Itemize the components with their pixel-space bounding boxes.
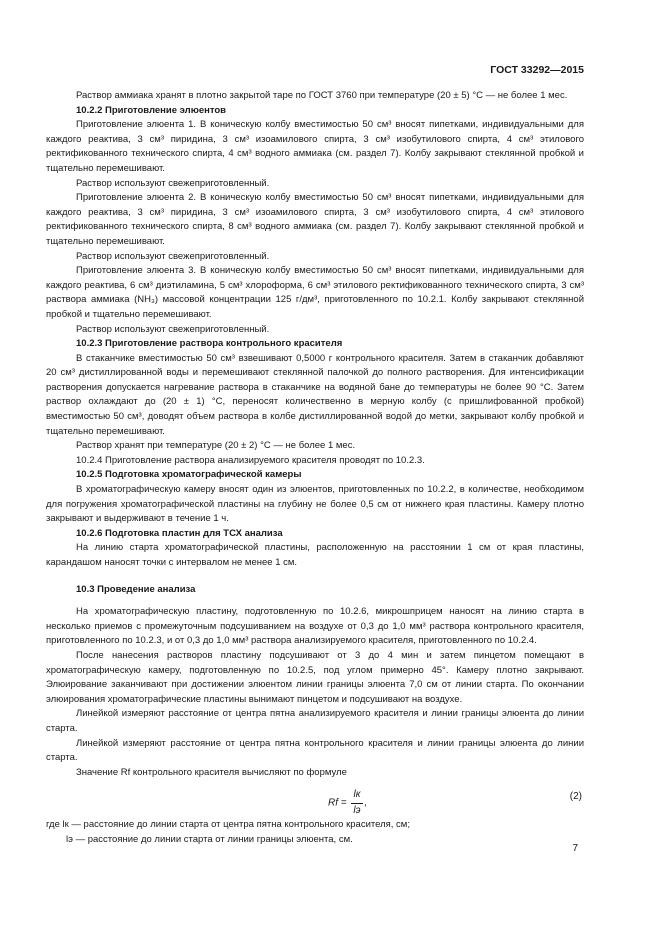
page-number: 7: [572, 843, 578, 854]
paragraph: Раствор аммиака хранят в плотно закрытой таре по ГОСТ 3760 при температуре (20 ± 5) °С — не более 1 мес.: [76, 90, 568, 101]
paragraph: Приготовление элюента 1. В коническую колбу вместимостью 50 см³ вносят пипетками, индивидуальными для каждого реактива, 3 см³ пиридина, 3 см³ изоамилового спирта, 3 см³ изобутилового спирта, 4 см³ этилового ректификованного технического спирта, 4 см³ водного аммиака (см. раздел 7). Колбу закрывают стеклянной пробкой и тщательно перемешивают.: [46, 119, 584, 174]
formula-denominator: lэ: [353, 804, 361, 816]
formula-numerator: lк: [351, 788, 362, 804]
paragraph: Линейкой измеряют расстояние от центра пятна контрольного красителя и линии границы элюента до линии старта.: [46, 737, 584, 764]
formula-fraction: [351, 788, 362, 818]
paragraph: В хроматографическую камеру вносят один из элюентов, приготовленных по 10.2.2, в количестве, необходимом для погружения хроматографической пластины на глубину не более 0,5 см от нижнего края пластины. Камеру плотно закрывают и выдерживают в течение 1 ч.: [46, 484, 584, 525]
section-heading: 10.2.5 Подготовка хроматографической камеры: [76, 469, 302, 481]
paragraph: В стаканчике вместимостью 50 см³ взвешивают 0,5000 г контрольного красителя. Затем в стаканчик добавляют 20 см³ дистиллированной воды и перемешивают стеклянной палочкой до полного растворения. Для интенсификации растворения допускается нагревание раствора в стаканчике на водяной бане до температуры не более 90 °С. Затем раствор охлаждают до (20 ± 1) °С, переносят количественно в мерную колбу (с пришлифованной пробкой) вместимостью 50 см³, доводят объем раствора в колбе дистиллированной водой до метки, закрывают колбу пробкой и тщательно перемешивают.: [46, 352, 584, 437]
paragraph: Раствор используют свежеприготовленный.: [76, 177, 270, 189]
formula-rf: [46, 782, 584, 818]
paragraph: 10.2.4 Приготовление раствора анализируемого красителя проводят по 10.2.3.: [76, 454, 425, 466]
paragraph: На хроматографическую пластину, подготовленную по 10.2.6, микрошприцем наносят на линию старта в несколько приемов с промежуточным подсушиванием на воздухе от 0,3 до 1,0 мм³ раствора контрольного красителя, приготовленного по 10.2.3, и от 0,3 до 1,0 мм³ раствора анализируемого красителя, приготовленного по 10.2.4.: [46, 606, 584, 647]
paragraph: После нанесения растворов пластину подсушивают от 3 до 4 мин и затем пинцетом помещают в хроматографическую камеру, подготовленную по 10.2.5, под углом примерно 45°. Камеру плотно закрывают. Элюирование заканчивают при достижении элюентом линии границы элюента 7,0 см от линии старта. По окончании элюирования хроматографические пластины вынимают пинцетом и подсушивают на воздухе.: [46, 649, 584, 705]
formula-expression: [328, 788, 367, 818]
paragraph: На линию старта хроматографической пластины, расположенную на расстоянии 1 см от края пластины, карандашом наносят точки с интервалом не менее 1 см.: [46, 542, 584, 568]
definition: где lк — расстояние до линии старта от центра пятна контрольного красителя, см;: [46, 819, 410, 831]
definition: lэ — расстояние до линии старта от линии границы элюента, см.: [66, 833, 353, 845]
paragraph: Раствор используют свежеприготовленный.: [76, 250, 270, 262]
section-heading: 10.3 Проведение анализа: [76, 583, 196, 595]
section-heading: 10.2.6 Подготовка пластин для ТСХ анализа: [76, 527, 283, 539]
paragraph: Значение Rf контрольного красителя вычисляют по формуле: [76, 766, 347, 778]
document-body: [46, 89, 584, 848]
formula-eq: =: [340, 798, 347, 810]
paragraph: Приготовление элюента 3. В коническую колбу вместимостью 50 см³ вносят пипетками, индивидуальными для каждого реактива, 6 см³ диэтиламина, 5 см³ хлороформа, 6 см³ этилового ректификованного технического спирта, 3 см³ раствора аммиака (NH₃) массовой концентрации 125 г/дм³, приготовленного по 10.2.1. Колбу закрывают стеклянной пробкой и тщательно перемешивают.: [46, 265, 584, 320]
formula-lhs: Rf: [328, 798, 338, 810]
paragraph: Приготовление элюента 2. В коническую колбу вместимостью 50 см³ вносят пипетками, индивидуальными для каждого реактива, 3 см³ пиридина, 3 см³ изоамилового спирта, 3 см³ изобутилового спирта, 4 см³ этилового ректификованного технического спирта, 8 см³ водного аммиака (см. раздел 7). Колбу закрывают стеклянной пробкой и тщательно перемешивают.: [46, 192, 584, 247]
paragraph: Раствор хранят при температуре (20 ± 2) °С — не более 1 мес.: [76, 440, 356, 452]
paragraph: Линейкой измеряют расстояние от центра пятна анализируемого красителя и линии границы элюента до линии старта.: [46, 708, 584, 734]
section-heading: 10.2.3 Приготовление раствора контрольного красителя: [76, 338, 343, 350]
formula-tail: ,: [364, 798, 368, 810]
paragraph: Раствор используют свежеприготовленный.: [76, 323, 270, 335]
section-heading: 10.2.2 Приготовление элюентов: [76, 104, 227, 116]
formula-number: (2): [569, 791, 582, 803]
standard-header: ГОСТ 33292—2015: [490, 64, 584, 76]
